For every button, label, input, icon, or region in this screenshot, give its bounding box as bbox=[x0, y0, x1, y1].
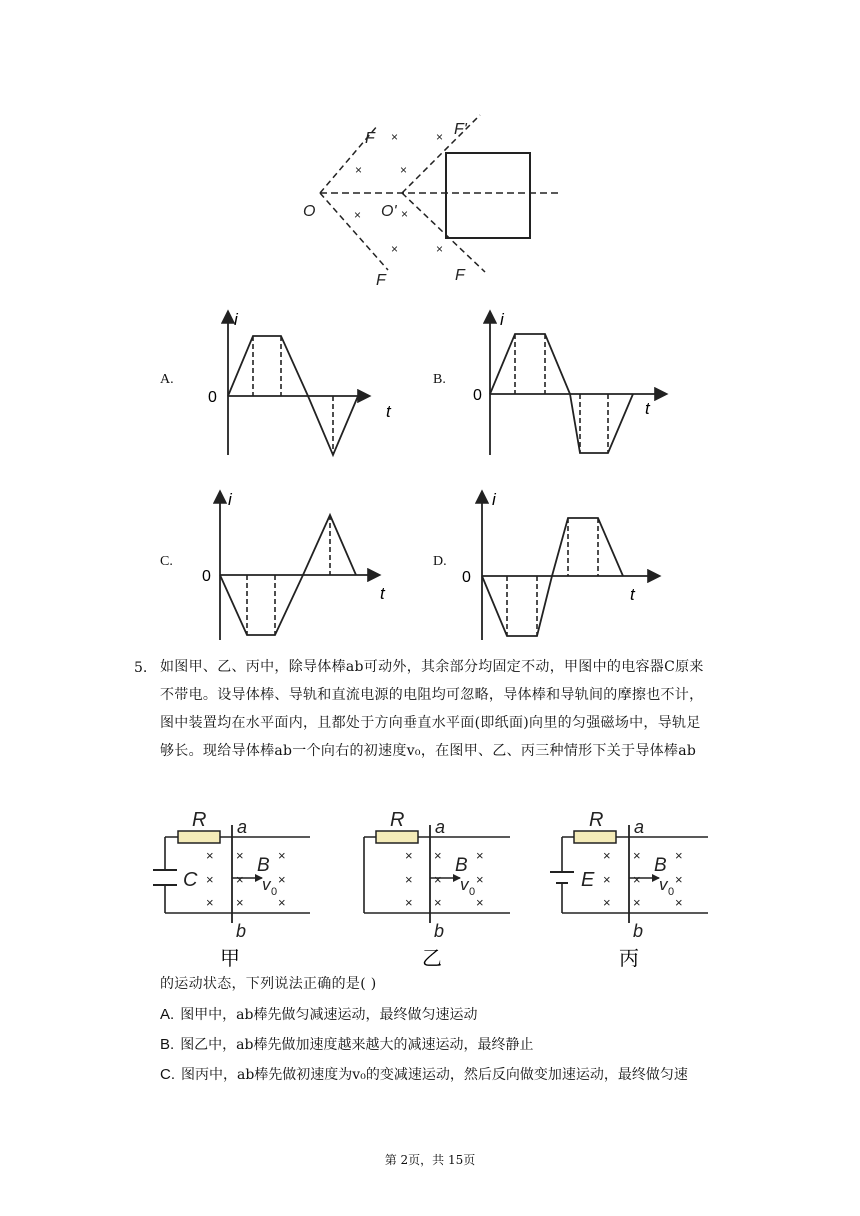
svg-text:b: b bbox=[236, 921, 247, 941]
cross-mark: × bbox=[391, 242, 399, 256]
svg-text:×: × bbox=[476, 872, 484, 887]
svg-text:×: × bbox=[278, 895, 286, 910]
svg-text:×: × bbox=[603, 872, 611, 887]
label-O: O bbox=[303, 203, 316, 220]
svg-text:×: × bbox=[236, 848, 244, 863]
svg-text:0: 0 bbox=[208, 389, 217, 406]
question-line: 如图甲、乙、丙中，除导体棒ab可动外，其余部分均固定不动，甲图中的电容器C原来 bbox=[160, 659, 704, 675]
svg-text:B: B bbox=[654, 855, 667, 876]
graph-option-d bbox=[460, 485, 670, 645]
graph-option-c bbox=[200, 485, 400, 645]
option-c-label: C. bbox=[160, 554, 173, 569]
svg-text:t: t bbox=[380, 584, 385, 603]
svg-text:×: × bbox=[633, 848, 641, 863]
question-continuation: 的运动状态，下列说法正确的是( ) bbox=[160, 976, 377, 992]
answer-option-b[interactable]: B. 图乙中，ab棒先做加速度越来越大的减速运动，最终静止 bbox=[160, 1036, 534, 1053]
svg-text:E: E bbox=[581, 869, 595, 891]
svg-text:0: 0 bbox=[271, 886, 278, 898]
svg-text:×: × bbox=[278, 848, 286, 863]
label-O-prime: O' bbox=[381, 203, 397, 220]
question-line: 图中装置均在水平面内，且都处于方向垂直水平面(即纸面)向里的匀强磁场中，导轨足 bbox=[160, 715, 701, 731]
option-a-label: A. bbox=[160, 372, 174, 387]
field-region-figure bbox=[290, 110, 570, 295]
svg-text:0: 0 bbox=[473, 387, 482, 404]
svg-text:×: × bbox=[675, 895, 683, 910]
question-line: 够长。现给导体棒ab一个向右的初速度v₀，在图甲、乙、丙三种情形下关于导体棒ab bbox=[160, 743, 697, 759]
svg-text:B: B bbox=[455, 855, 468, 876]
svg-text:v: v bbox=[262, 875, 271, 894]
svg-text:×: × bbox=[405, 848, 413, 863]
svg-text:×: × bbox=[675, 872, 683, 887]
svg-text:t: t bbox=[630, 585, 635, 604]
answer-option-a[interactable]: A. 图甲中，ab棒先做匀减速运动，最终做匀速运动 bbox=[160, 1006, 478, 1023]
svg-text:×: × bbox=[405, 872, 413, 887]
question-stem bbox=[160, 653, 740, 765]
option-b-label: B. bbox=[433, 372, 446, 387]
svg-text:b: b bbox=[633, 921, 644, 941]
svg-text:i: i bbox=[500, 310, 504, 329]
svg-text:i: i bbox=[234, 310, 238, 329]
circuit-jia bbox=[150, 805, 320, 975]
svg-text:a: a bbox=[435, 817, 446, 837]
svg-text:a: a bbox=[634, 817, 645, 837]
svg-text:×: × bbox=[675, 848, 683, 863]
svg-text:×: × bbox=[434, 895, 442, 910]
svg-text:C: C bbox=[183, 869, 198, 891]
question-number: 5. bbox=[134, 660, 148, 676]
svg-text:×: × bbox=[206, 848, 214, 863]
svg-text:R: R bbox=[589, 809, 604, 831]
svg-text:0: 0 bbox=[462, 569, 471, 586]
svg-text:0: 0 bbox=[469, 886, 476, 898]
svg-text:×: × bbox=[206, 895, 214, 910]
svg-text:t: t bbox=[645, 399, 650, 418]
svg-text:i: i bbox=[228, 490, 232, 509]
svg-text:×: × bbox=[206, 872, 214, 887]
circuit-name: 甲 bbox=[220, 948, 240, 970]
circuit-bing bbox=[545, 805, 720, 975]
svg-text:×: × bbox=[633, 872, 641, 887]
label-F-prime: F' bbox=[454, 121, 467, 138]
svg-text:a: a bbox=[237, 817, 248, 837]
cross-mark: × bbox=[436, 130, 444, 144]
answer-option-c[interactable]: C. 图丙中，ab棒先做初速度为v₀的变减速运动，然后反向做变加速运动，最终做匀速 bbox=[160, 1066, 688, 1083]
svg-text:R: R bbox=[390, 809, 405, 831]
svg-text:×: × bbox=[633, 895, 641, 910]
graph-option-a bbox=[200, 305, 400, 465]
cross-mark: × bbox=[400, 163, 408, 177]
svg-text:×: × bbox=[236, 872, 244, 887]
question-line: 不带电。设导体棒、导轨和直流电源的电阻均可忽略，导体棒和导轨间的摩擦也不计， bbox=[160, 687, 704, 703]
page-footer: 第 2页，共 15页 bbox=[384, 1153, 476, 1167]
cross-mark: × bbox=[436, 242, 444, 256]
square-loop bbox=[446, 153, 530, 238]
circuit-yi bbox=[350, 805, 520, 975]
cross-mark: × bbox=[355, 163, 363, 177]
svg-text:v: v bbox=[460, 875, 469, 894]
svg-text:×: × bbox=[603, 895, 611, 910]
svg-text:i: i bbox=[492, 490, 496, 509]
cross-mark: × bbox=[354, 208, 362, 222]
graph-option-b bbox=[465, 305, 675, 465]
label-F: F bbox=[365, 130, 375, 147]
svg-text:v: v bbox=[659, 875, 668, 894]
svg-text:t: t bbox=[386, 402, 391, 421]
cross-mark: × bbox=[401, 207, 409, 221]
svg-text:B: B bbox=[257, 855, 270, 876]
svg-text:×: × bbox=[476, 848, 484, 863]
cross-mark: × bbox=[391, 130, 399, 144]
svg-text:×: × bbox=[476, 895, 484, 910]
svg-text:0: 0 bbox=[668, 886, 675, 898]
svg-text:R: R bbox=[192, 809, 207, 831]
svg-text:×: × bbox=[434, 872, 442, 887]
label-F: F bbox=[455, 267, 465, 284]
svg-text:b: b bbox=[434, 921, 445, 941]
circuit-name: 乙 bbox=[422, 948, 442, 970]
svg-text:0: 0 bbox=[202, 568, 211, 585]
svg-text:×: × bbox=[405, 895, 413, 910]
svg-text:×: × bbox=[278, 872, 286, 887]
svg-text:×: × bbox=[434, 848, 442, 863]
svg-text:×: × bbox=[236, 895, 244, 910]
label-F: F bbox=[376, 272, 386, 289]
circuit-name: 丙 bbox=[619, 948, 639, 970]
svg-text:×: × bbox=[603, 848, 611, 863]
option-d-label: D. bbox=[433, 554, 447, 569]
